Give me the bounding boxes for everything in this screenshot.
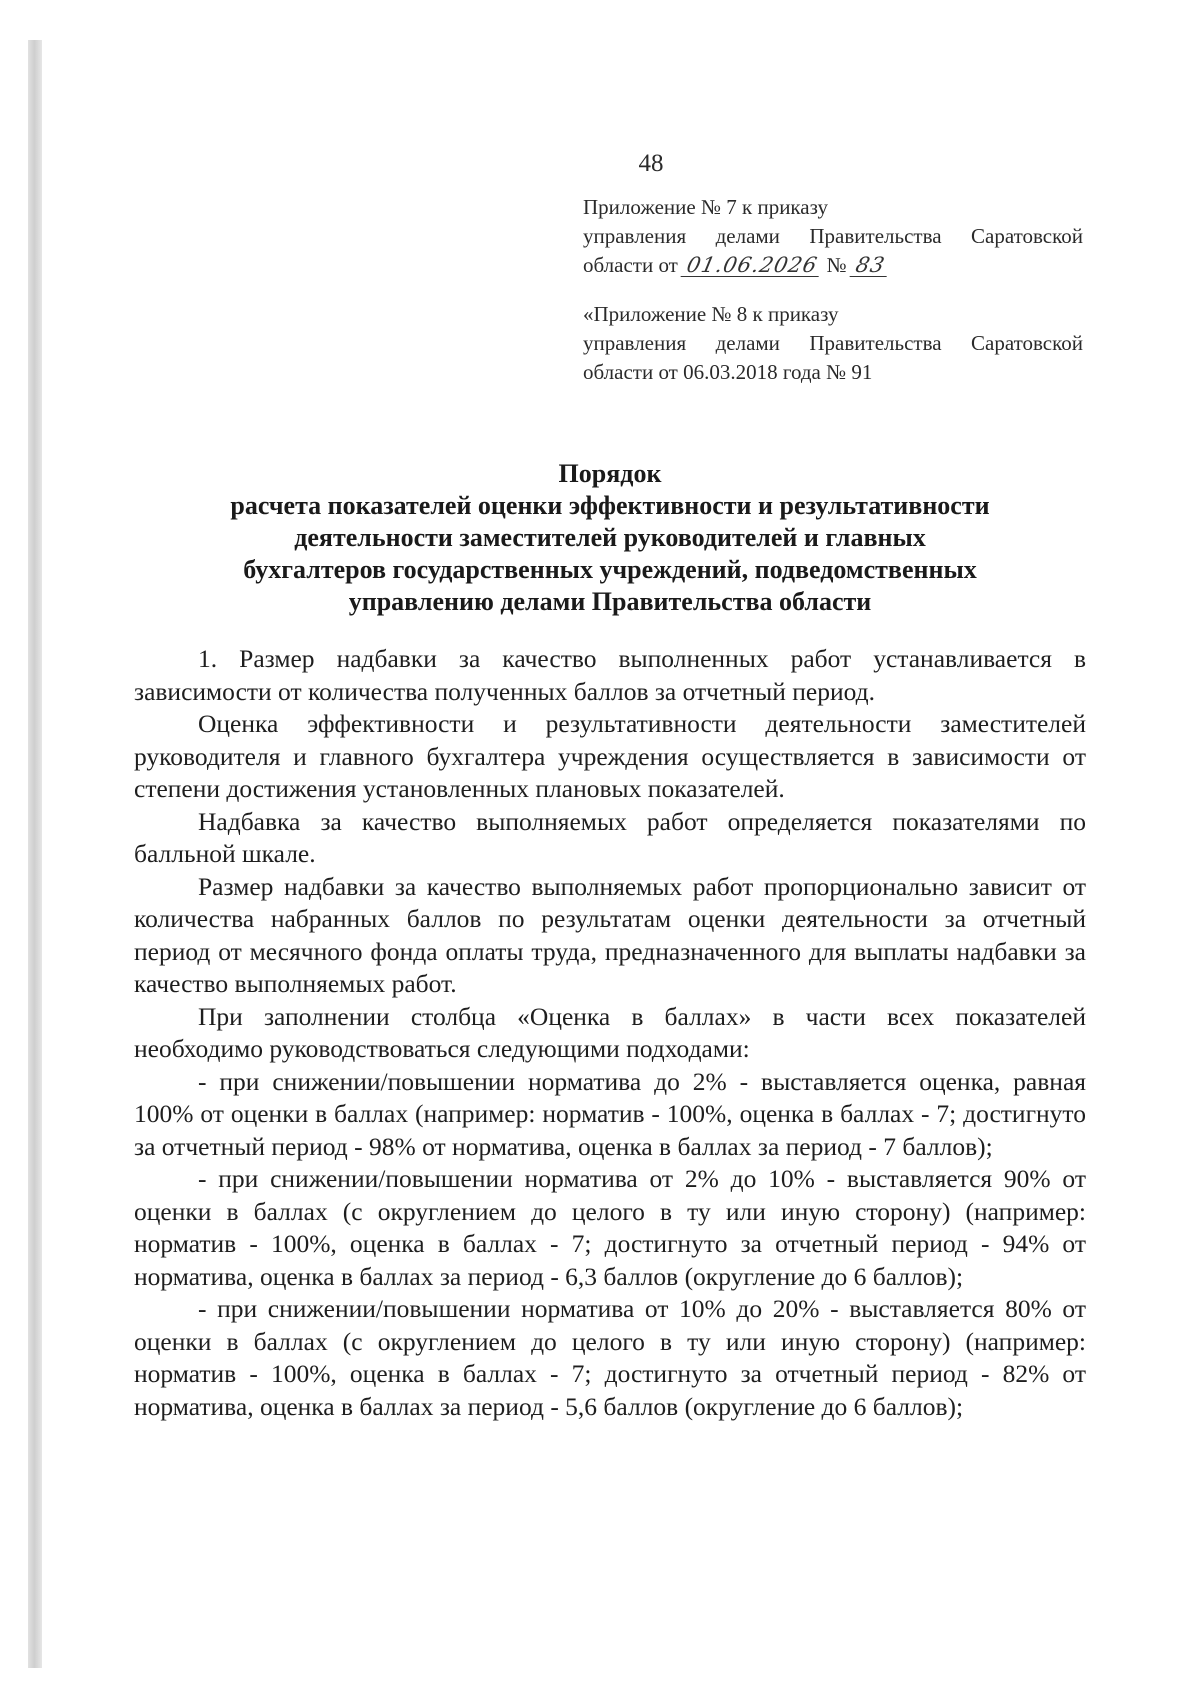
paragraph: При заполнении столбца «Оценка в баллах» в части всех показателей необходимо руководствоваться следующими подходами: [134,1001,1086,1063]
appendix-header-previous [583,300,1083,387]
title-line: деятельности заместителей руководителей и главных [294,523,926,552]
paragraph: - при снижении/повышении норматива от 10% до 20% - выставляется 80% от оценки в баллах (с округлением до целого в ту или иную сторону) (например: норматив - 100%, оценка в баллах - 7; достигнуто за отчетный период - 82% от норматива, оценка в баллах за период - 5,6 баллов (округление до 6 баллов); [134,1294,1086,1421]
appendix-date-line [583,251,1083,280]
appendix-date-prefix: области от [583,253,678,277]
paragraph: Оценка эффективности и результативности деятельности заместителей руководителя и главного бухгалтера учреждения осуществляется в зависимости от степени достижения установленных плановых показателей. [134,709,1086,803]
appendix-line: управления делами Правительства Саратовской [583,224,1083,248]
handwritten-date: 01.06.2026 [681,254,824,277]
scan-edge-shadow [28,40,42,1668]
handwritten-number: 83 [849,254,891,277]
appendix-line: «Приложение № 8 к приказу [583,302,839,326]
paragraph: Размер надбавки за качество выполняемых работ пропорционально зависит от количества набранных баллов по результатам оценки деятельности за отчетный период от месячного фонда оплаты труда, предназначенного для выплаты надбавки за качество выполняемых работ. [134,871,1086,998]
title-line: управлению делами Правительства области [348,587,872,616]
appendix-line: области от 06.03.2018 года № 91 [583,360,873,384]
page-number: 48 [638,150,664,177]
document-title [190,458,1030,618]
appendix-header-current [583,193,1083,280]
title-line: расчета показателей оценки эффективности и результативности [230,491,990,520]
paragraph: 1. Размер надбавки за качество выполненных работ устанавливается в зависимости от количества полученных баллов за отчетный период. [134,644,1086,706]
appendix-line: Приложение № 7 к приказу [583,195,828,219]
document-body [134,643,1086,1423]
title-line: Порядок [558,459,662,488]
appendix-line: управления делами Правительства Саратовской [583,331,1083,355]
title-line: бухгалтеров государственных учреждений, подведомственных [243,555,977,584]
paragraph: Надбавка за качество выполняемых работ определяется показателями по балльной шкале. [134,806,1086,868]
appendix-number-prefix: № [826,253,847,277]
paragraph: - при снижении/повышении норматива от 2% до 10% - выставляется 90% от оценки в баллах (с округлением до целого в ту или иную сторону) (например: норматив - 100%, оценка в баллах - 7; достигнуто за отчетный период - 94% от норматива, оценка в баллах за период - 6,3 баллов (округление до 6 баллов); [134,1164,1086,1291]
paragraph: - при снижении/повышении норматива до 2% - выставляется оценка, равная 100% от оценки в баллах (например: норматив - 100%, оценка в баллах - 7; достигнуто за отчетный период - 98% от норматива, оценка в баллах за период - 7 баллов); [134,1066,1086,1161]
